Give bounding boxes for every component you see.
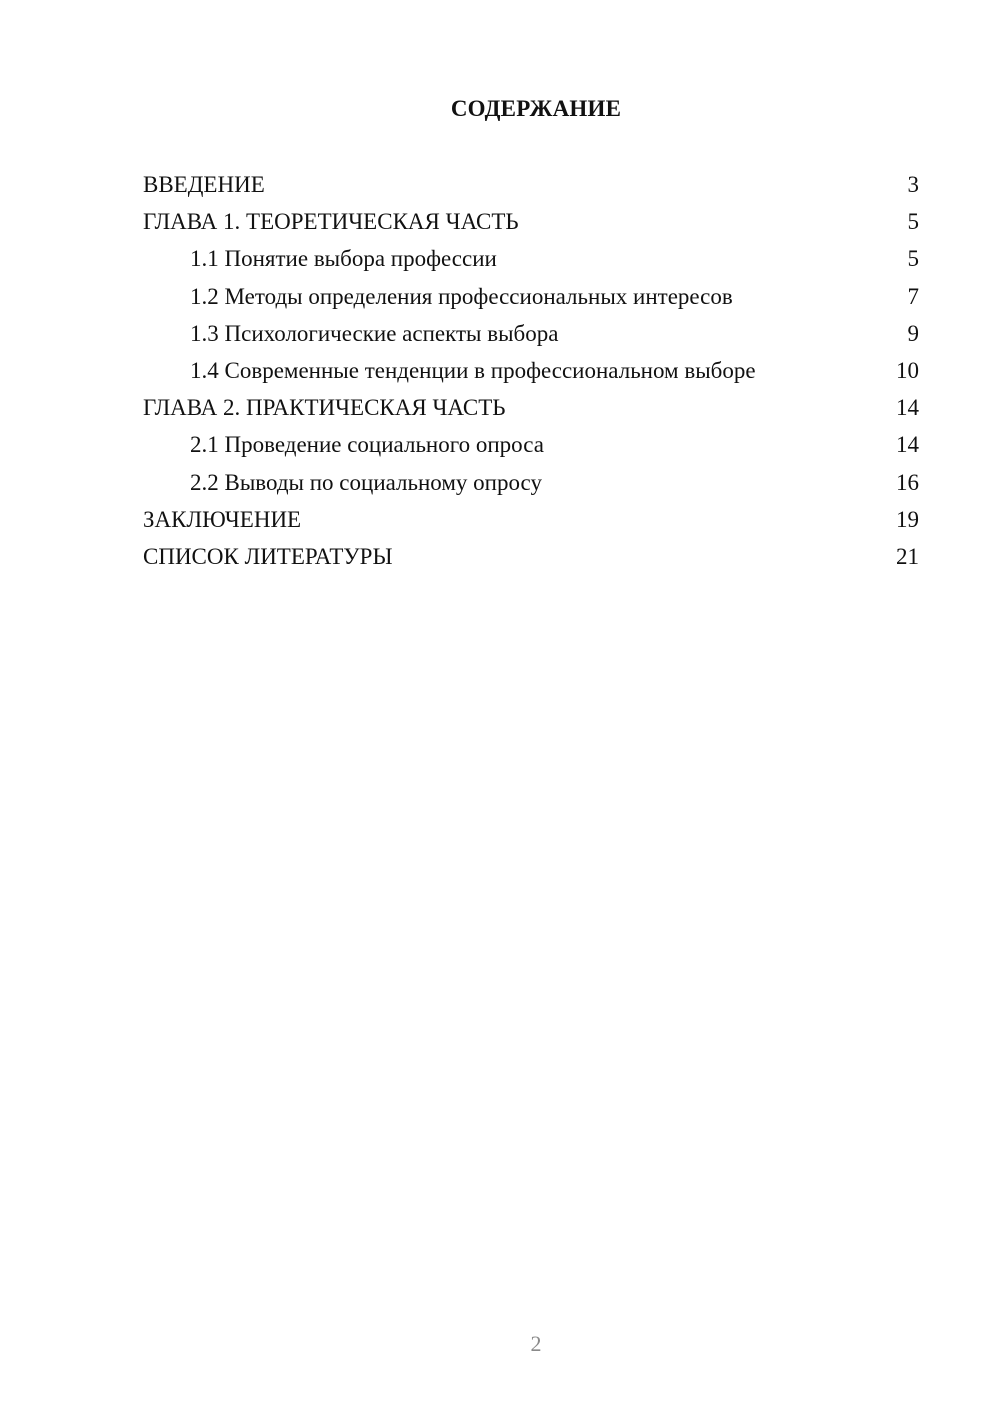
toc-entry-page: 19 (896, 506, 919, 532)
table-of-contents (143, 166, 919, 575)
toc-entry-page: 7 (907, 283, 919, 309)
toc-entry-section-2-1 (143, 426, 919, 463)
toc-entry-chapter-1 (143, 203, 919, 240)
toc-entry-references (143, 538, 919, 575)
toc-entry-label: ГЛАВА 1. ТЕОРЕТИЧЕСКАЯ ЧАСТЬ (143, 209, 519, 235)
toc-entry-section-2-2 (143, 464, 919, 501)
toc-entry-label: 1.1 Понятие выбора профессии (190, 246, 497, 272)
toc-entry-page: 14 (896, 432, 919, 458)
toc-entry-section-1-1 (143, 240, 919, 277)
toc-entry-page: 9 (907, 320, 919, 346)
toc-entry-label: 2.2 Выводы по социальному опросу (190, 469, 542, 495)
toc-entry-section-1-4 (143, 352, 919, 389)
toc-entry-label: 1.4 Современные тенденции в профессиональном выборе (190, 357, 756, 383)
toc-entry-label: 2.1 Проведение социального опроса (190, 432, 544, 458)
toc-entry-label: СПИСОК ЛИТЕРАТУРЫ (143, 543, 393, 569)
toc-entry-label: ГЛАВА 2. ПРАКТИЧЕСКАЯ ЧАСТЬ (143, 395, 506, 421)
toc-entry-label: 1.2 Методы определения профессиональных интересов (190, 283, 733, 309)
toc-entry-page: 5 (907, 246, 919, 272)
page-number: 2 (530, 1331, 542, 1356)
toc-entry-section-1-2 (143, 278, 919, 315)
toc-entry-page: 14 (896, 395, 919, 421)
toc-entry-page: 21 (896, 543, 919, 569)
toc-entry-introduction (143, 166, 919, 203)
toc-entry-page: 16 (896, 469, 919, 495)
toc-entry-page: 5 (907, 209, 919, 235)
toc-entry-section-1-3 (143, 315, 919, 352)
toc-entry-label: ЗАКЛЮЧЕНИЕ (143, 506, 302, 532)
toc-entry-label: ВВЕДЕНИЕ (143, 172, 265, 197)
toc-entry-chapter-2 (143, 389, 919, 426)
toc-entry-page: 10 (896, 357, 919, 383)
toc-entry-label: 1.3 Психологические аспекты выбора (190, 320, 559, 346)
toc-title: СОДЕРЖАНИЕ (450, 96, 622, 121)
toc-entry-conclusion (143, 501, 919, 538)
toc-entry-page: 3 (907, 172, 919, 197)
